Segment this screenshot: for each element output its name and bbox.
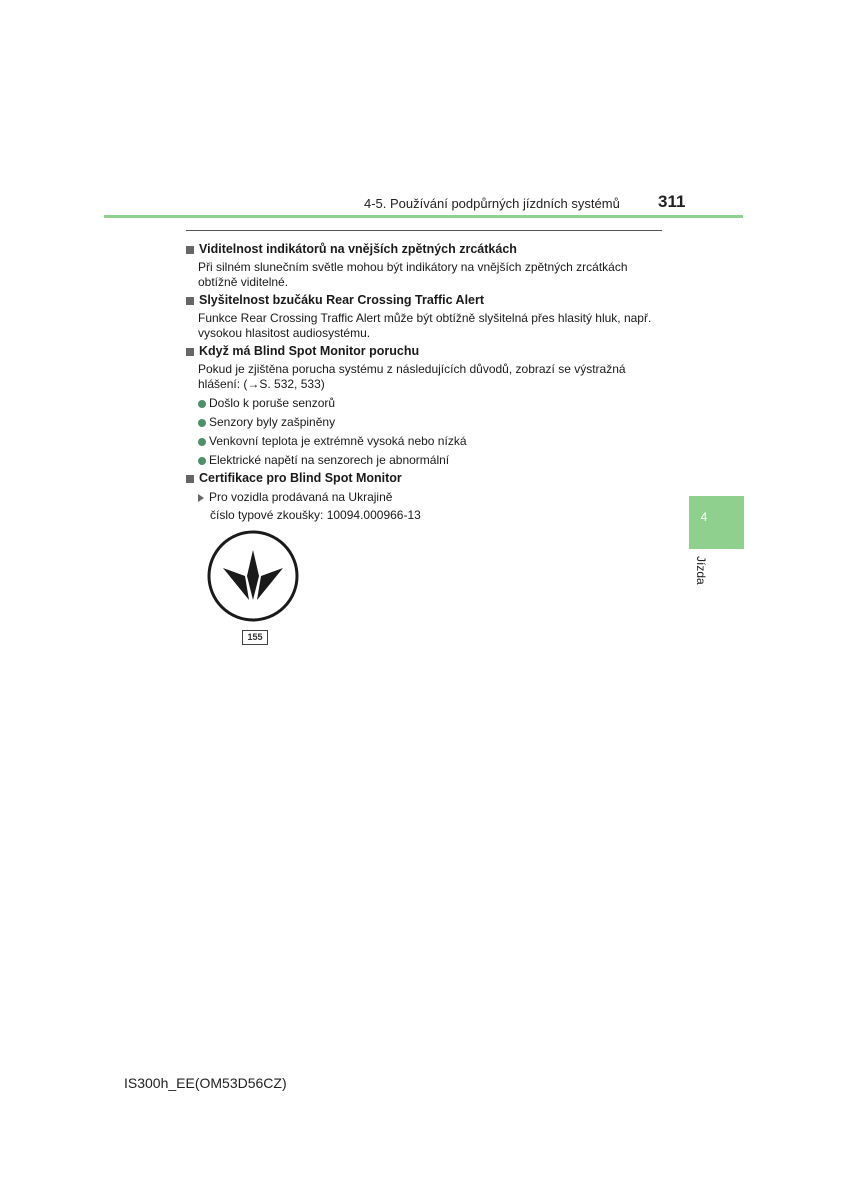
header-rule (104, 215, 743, 218)
list-item-text: Senzory byly zašpiněny (209, 415, 336, 429)
ukrsepro-trident-mark-icon (205, 528, 301, 624)
section-heading (186, 293, 662, 308)
square-bullet-icon (186, 348, 194, 356)
section-heading (186, 344, 662, 359)
certification-code: 155 (242, 630, 268, 645)
header-section-title: 4-5. Používání podpůrných jízdních systémů (364, 196, 620, 211)
list-item (198, 415, 662, 430)
circle-bullet-icon (198, 400, 206, 408)
triangle-bullet-icon (198, 494, 204, 502)
page-number: 311 (658, 192, 686, 211)
chapter-number: 4 (700, 510, 708, 524)
footer-model-code: IS300h_EE(OM53D56CZ) (124, 1075, 287, 1091)
section-heading (186, 242, 662, 257)
list-item-text: Venkovní teplota je extrémně vysoká nebo nízká (209, 434, 467, 448)
list-item (198, 396, 662, 411)
chapter-label: Jízda (694, 556, 708, 585)
chapter-tab (689, 496, 744, 549)
list-item (198, 453, 662, 468)
list-item (198, 434, 662, 449)
section-heading-text: Slyšitelnost bzučáku Rear Crossing Traffic Alert (199, 293, 485, 307)
section-paragraph: Při silném slunečním světle mohou být indikátory na vnějších zpětných zrcátkách obtížně viditelné. (198, 260, 628, 289)
circle-bullet-icon (198, 438, 206, 446)
square-bullet-icon (186, 475, 194, 483)
content-top-rule (186, 230, 662, 231)
square-bullet-icon (186, 297, 194, 305)
list-item-text: Elektrické napětí na senzorech je abnormální (209, 453, 450, 467)
section-heading (186, 471, 662, 486)
page-content (186, 239, 662, 523)
section-paragraph: Pokud je zjištěna porucha systému z následujících důvodů, zobrazí se výstražná hlášení: (→S. 532, 533) (198, 362, 626, 391)
section-heading-text: Viditelnost indikátorů na vnějších zpětných zrcátkách (199, 242, 517, 256)
square-bullet-icon (186, 246, 194, 254)
list-item-text: Došlo k poruše senzorů (209, 396, 336, 410)
section-heading-text: Když má Blind Spot Monitor poruchu (199, 344, 420, 358)
circle-bullet-icon (198, 457, 206, 465)
circle-bullet-icon (198, 419, 206, 427)
sub-item-text: Pro vozidla prodávaná na Ukrajině (209, 490, 393, 504)
section-paragraph: Funkce Rear Crossing Traffic Alert může být obtížně slyšitelná přes hlasitý hluk, např. vysokou hlasitost audiosystému. (198, 311, 652, 340)
type-approval-number: číslo typové zkoušky: 10094.000966-13 (210, 508, 421, 522)
sub-item (198, 490, 662, 505)
section-heading-text: Certifikace pro Blind Spot Monitor (199, 471, 402, 485)
